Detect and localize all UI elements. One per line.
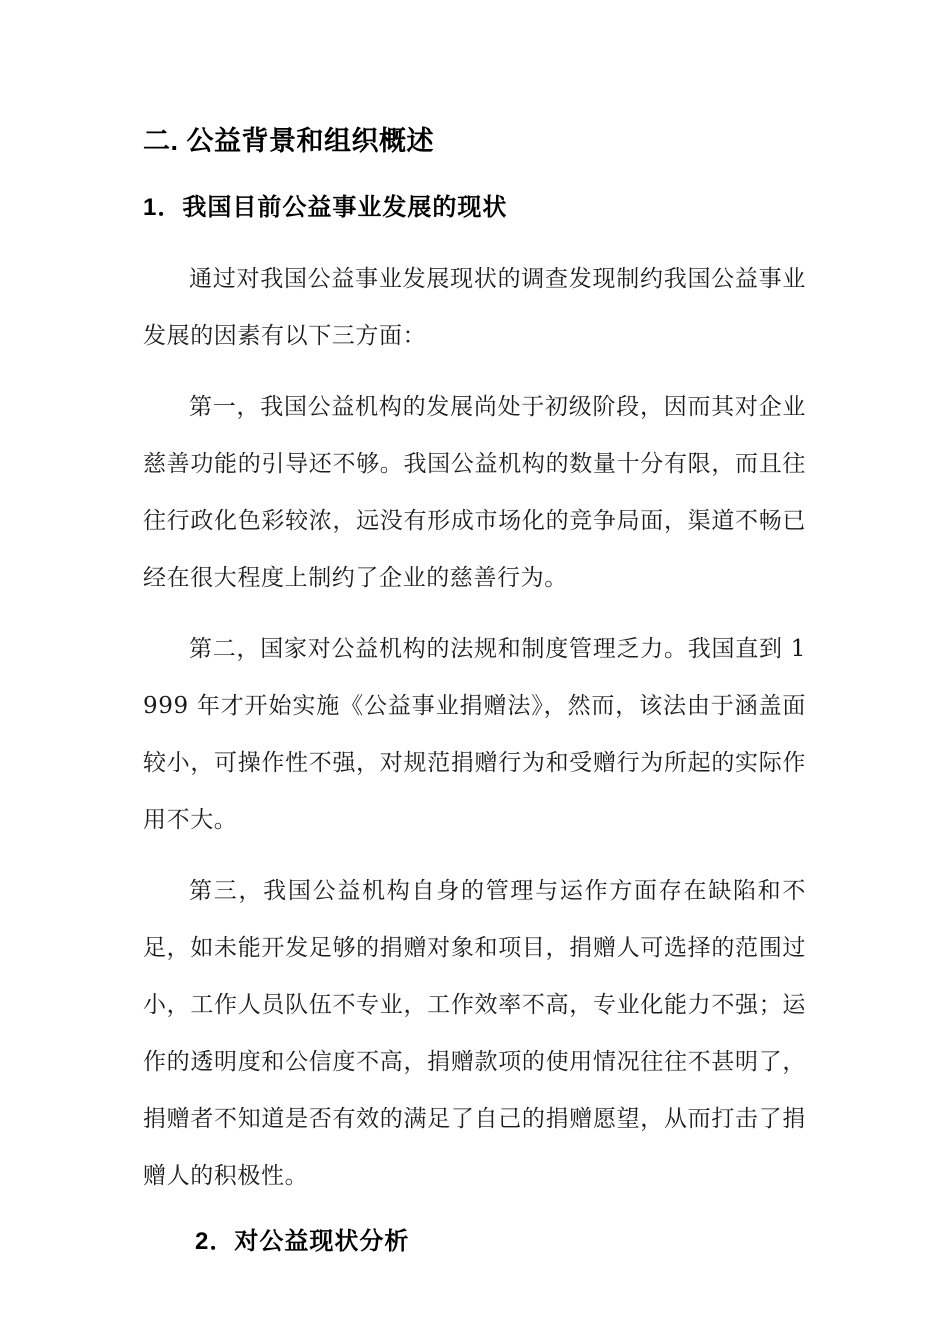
- page-title: 二. 公益背景和组织概述: [143, 126, 435, 156]
- heading-spacer: [143, 1205, 806, 1227]
- subheading-2: 2．对公益现状分析: [195, 1227, 410, 1255]
- paragraph-spacer: [143, 223, 806, 251]
- paragraph-point-three: 第三，我国公益机构自身的管理与运作方面存在缺陷和不足，如未能开发足够的捐赠对象和项目，捐赠人可选择的范围过小，工作人员队伍不专业，工作效率不高，专业化能力不强；运作的透明度和公信度不高，捐赠款项的使用情况往往不甚明了，捐赠者不知道是否有效的满足了自己的捐赠愿望，从而打击了捐赠人的积极性。: [143, 877, 806, 1189]
- paragraph-spacer: [143, 607, 806, 621]
- paragraph-point-two: 第二，国家对公益机构的法规和制度管理乏力。我国直到 1999 年才开始实施《公益事业捐赠法》，然而，该法由于涵盖面较小，可操作性不强，对规范捐赠行为和受赠行为所起的实际作用不大。: [143, 635, 806, 833]
- top-spacer: [143, 0, 806, 125]
- paragraph-intro: 通过对我国公益事业发展现状的调查发现制约我国公益事业发展的因素有以下三方面：: [143, 265, 806, 349]
- document-body: [143, 0, 806, 1257]
- heading-spacer: [143, 159, 806, 193]
- paragraph-spacer: [143, 849, 806, 863]
- paragraph-point-one: 第一，我国公益机构的发展尚处于初级阶段，因而其对企业慈善功能的引导还不够。我国公益机构的数量十分有限，而且往往行政化色彩较浓，远没有形成市场化的竞争局面，渠道不畅已经在很大程度上制约了企业的慈善行为。: [143, 393, 806, 591]
- subheading-1: 1．我国目前公益事业发展的现状: [143, 193, 508, 221]
- paragraph-spacer: [143, 365, 806, 379]
